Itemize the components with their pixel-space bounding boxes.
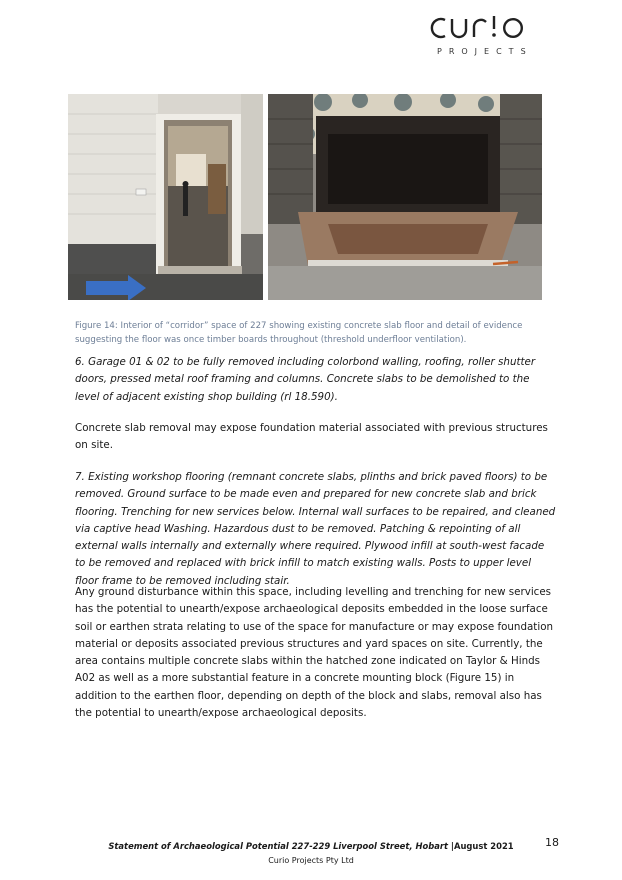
footer-title-text: Statement of Archaeological Potential 227-229 Liverpool Street, Hobart | — [108, 841, 454, 851]
logo-subtitle: PROJECTS — [437, 47, 533, 56]
paragraph-ground-disturbance: Any ground disturbance within this space, including levelling and trenching for new services has the potential to unearth/expose archaeological deposits embedded in the loose surface soil or earthen strata relating to use of the space for manufacture or may expose foundation material or deposits associated previous structures and yard spaces on site. Currently, the area contains multiple concrete slabs within the hatched zone indicated on Taylor & Hinds A02 as well as a more substantial feature in a concrete mounting block (Figure 15) in addition to the earthen floor, depending on depth of the block and slabs, removal also has the potential to unearth/expose archaeological deposits. — [75, 586, 554, 720]
footer-company: Curio Projects Pty Ltd — [268, 856, 354, 865]
logo-wordmark — [428, 10, 544, 52]
footer-document-title — [0, 841, 622, 851]
paragraph-slab-removal: Concrete slab removal may expose foundation material associated with previous structures on site. — [75, 422, 548, 452]
paragraph-workshop-flooring: 7. Existing workshop flooring (remnant concrete slabs, plinths and brick paved floors) to be removed. Ground surface to be made even and prepared for new concrete slab and brick flooring. Trenching for new services below. Internal wall surfaces to be repaired, and cleaned via captive head Washing. Hazardous dust to be removed. Patching & repointing of all external walls internally and externally where required. Plywood infill at south-west facade to be removed and replaced with brick infill to match existing walls. Posts to upper level floor frame to be removed including stair. — [75, 471, 556, 587]
paragraph-garage-removal: 6. Garage 01 & 02 to be fully removed including colorbond walling, roofing, roller shutter doors, pressed metal roof framing and columns. Concrete slabs to be demolished to the level of adjacent existing shop building (rl 18.590). — [75, 356, 536, 403]
page-number: 18 — [545, 836, 559, 849]
footer-date: August 2021 — [453, 841, 514, 851]
curio-projects-logo — [428, 14, 544, 60]
figure-caption: Figure 14: Interior of “corridor” space of 227 showing existing concrete slab floor and detail of evidence suggesting the floor was once timber boards throughout (threshold underfloor ventilation). — [75, 321, 523, 345]
corridor-photo — [68, 94, 263, 300]
fireplace-photo — [268, 94, 542, 300]
